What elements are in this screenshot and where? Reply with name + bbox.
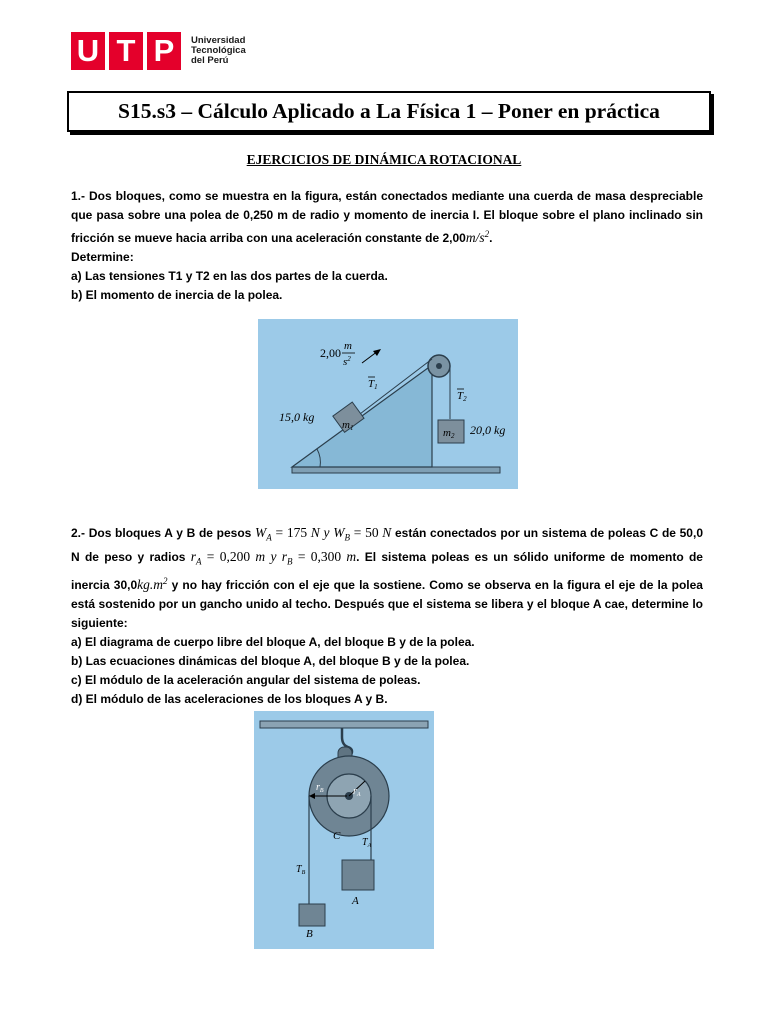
logo-letter-t: T <box>109 32 143 70</box>
p2-text: inercia 30,0 <box>71 577 138 592</box>
problem-2-question-d: d) El módulo de las aceleraciones de los bloques A y B. <box>71 691 388 706</box>
logo-letter-p: P <box>147 32 181 70</box>
logo-wordmark <box>191 36 246 66</box>
pulley-axle <box>436 363 442 369</box>
m2-label: m2 <box>443 427 455 440</box>
tb-label: $T_B$ <box>296 864 306 876</box>
radius-a-sub: A <box>196 556 202 567</box>
weight-b-unit: N <box>382 525 392 540</box>
pulley-c-label: C <box>333 830 341 842</box>
ta-label: $T_A$ <box>362 837 372 849</box>
p2-text: . El sistema poleas es un sólido uniforme de momento de <box>356 550 703 565</box>
accel-unit-exp: 2 <box>484 229 490 239</box>
t2-label: T2 <box>457 390 467 403</box>
problem-1-text <box>71 187 703 305</box>
problem-2-text <box>71 523 703 709</box>
inertia-unit-exp: 2 <box>163 575 168 586</box>
title-box <box>67 91 711 132</box>
problem-1-question-b: b) El momento de inercia de la polea. <box>71 288 283 302</box>
section-subtitle: EJERCICIOS DE DINÁMICA ROTACIONAL <box>246 152 522 167</box>
accel-denominator: $s^2$ <box>343 355 351 368</box>
radius-b-sub: B <box>287 556 293 567</box>
radius-unit-and-rb: m y r <box>255 549 288 565</box>
m1-mass-label: 15,0 kg <box>279 410 315 424</box>
weight-b-value: = 50 <box>353 525 379 540</box>
logo-text-line: Tecnológica <box>191 45 246 56</box>
radius-a-symbol: r <box>190 549 197 565</box>
inertia-unit: kg.m <box>137 576 164 592</box>
block-a-label: A <box>352 895 359 907</box>
problem-1-period: . <box>489 231 493 245</box>
logo-letter-u: U <box>71 32 105 70</box>
figure-2-pulley-system <box>254 711 434 949</box>
problem-2-line: siguiente: <box>71 615 128 630</box>
block-a <box>342 860 374 890</box>
problem-2-line <box>71 572 703 595</box>
accel-unit: m/s <box>465 230 485 245</box>
weight-a-sub: A <box>266 532 272 543</box>
figure-1-incline-pulley <box>258 319 518 489</box>
weight-b-sub: B <box>344 532 351 543</box>
problem-1-line: 1.- Dos bloques, como se muestra en la figura, están conectados mediante una cuerda de masa despreciable <box>71 189 703 203</box>
ceiling <box>260 721 428 728</box>
ground <box>292 467 500 473</box>
m1-label: m1 <box>342 419 354 432</box>
block-b <box>299 904 325 926</box>
problem-1-question-a: a) Las tensiones T1 y T2 en las dos partes de la cuerda. <box>71 269 388 283</box>
problem-2-line: está sostenido por un gancho unido al techo. Después que el sistema se libera y el bloque A cae, determine lo <box>71 596 703 611</box>
problem-2-line <box>71 547 703 571</box>
p2-text: están conectados por un sistema de poleas C de 50,0 <box>395 526 703 540</box>
problem-2-question-b: b) Las ecuaciones dinámicas del bloque A, del bloque B y de la polea. <box>71 653 470 668</box>
accel-numerator: m <box>344 340 352 352</box>
radius-b-unit: m <box>346 549 357 565</box>
radius-b-value: = 0,300 <box>297 549 342 565</box>
problem-2-question-a: a) El diagrama de cuerpo libre del bloque A, del bloque B y de la polea. <box>71 634 475 649</box>
logo-text-line: del Perú <box>191 55 229 66</box>
problem-1-line: que pasa sobre una polea de 0,250 m de radio y momento de inercia I. El bloque sobre el plano inclinado sin <box>71 208 703 222</box>
utp-logo <box>71 31 246 71</box>
p2-text: N de peso y radios <box>71 550 186 565</box>
p2-text: 2.- Dos bloques A y B de pesos <box>71 526 252 540</box>
problem-2-question-c: c) El módulo de la aceleración angular del sistema de poleas. <box>71 672 421 687</box>
radius-a-value: = 0,200 <box>206 549 251 565</box>
m2-mass-label: 20,0 kg <box>470 423 506 437</box>
ra-label: $r_A$ <box>353 786 361 798</box>
t1-label: T1 <box>368 378 378 391</box>
weight-a-value: = 175 <box>275 525 308 540</box>
logo-text-line: Universidad <box>191 35 246 46</box>
accel-value: 2,00 <box>320 346 341 360</box>
weight-a-symbol: W <box>255 525 267 540</box>
problem-2-line <box>71 523 703 547</box>
problem-1-determine: Determine: <box>71 250 134 264</box>
problem-1-line <box>71 225 703 248</box>
document-title: S15.s3 – Cálculo Aplicado a La Física 1 – Poner en práctica <box>118 99 660 123</box>
problem-1-text-span: fricción se mueve hacia arriba con una aceleración constante de 2,00 <box>71 231 466 245</box>
p2-text: y no hay fricción con el eje que la sostiene. Como se observa en la figura el eje de la polea <box>171 577 703 592</box>
rb-label: $r_B$ <box>316 782 324 794</box>
block-b-label: B <box>306 928 313 940</box>
weight-unit-and-wb: N y W <box>310 525 345 540</box>
